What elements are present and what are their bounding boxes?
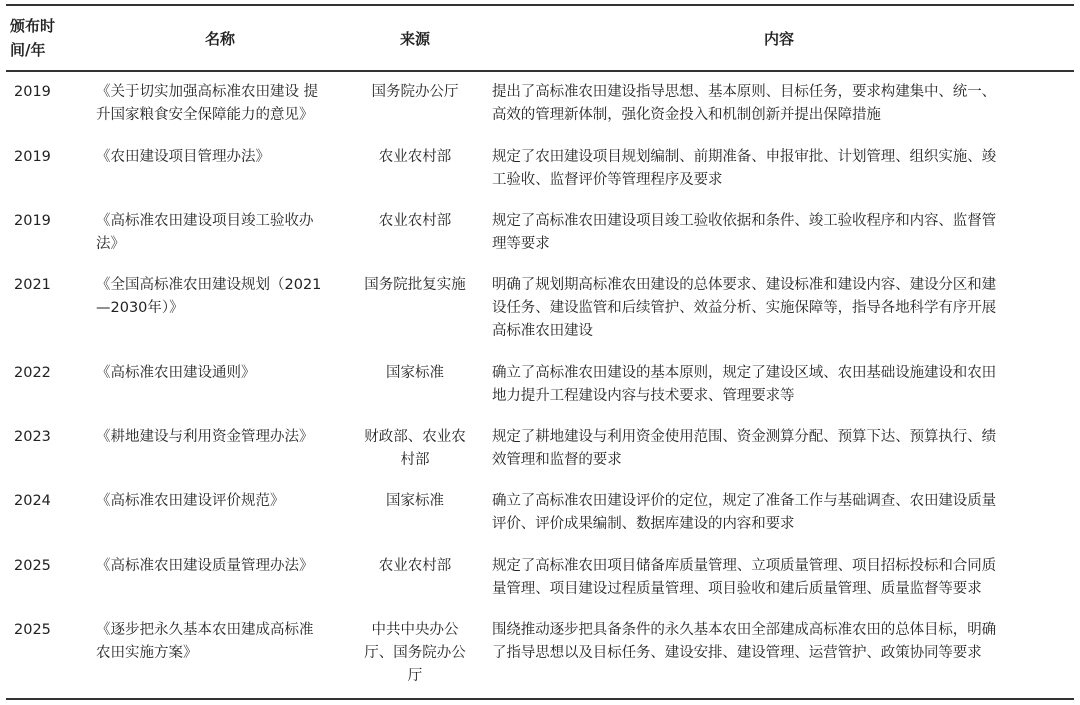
cell-source-line: 国务院办公厅 — [371, 84, 459, 100]
table-header-rule — [6, 70, 1074, 72]
cell-content — [492, 274, 1072, 343]
cell-source-line: 村部 — [400, 452, 430, 468]
cell-content-line: 确立了高标准农田建设评价的定位，规定了准备工作与基础调查、农田建设质量 — [492, 493, 996, 509]
cell-source-line: 国家标准 — [386, 365, 444, 381]
cell-source-line: 厅、国务院办公 — [364, 645, 466, 661]
cell-content — [492, 146, 1072, 192]
cell-content-line: 围绕推动逐步把具备条件的永久基本农田全部建成高标准农田的总体目标，明确 — [492, 622, 996, 638]
cell-name — [96, 274, 344, 320]
cell-content-line: 高标准农田建设 — [492, 323, 593, 339]
cell-content — [492, 555, 1072, 601]
cell-name-line: 《高标准农田建设评价规范》 — [96, 493, 285, 509]
table-bottom-rule — [6, 698, 1074, 700]
cell-content — [492, 362, 1072, 408]
cell-year-line: 2025 — [14, 558, 51, 574]
cell-name — [96, 210, 344, 256]
cell-year-line: 2023 — [14, 429, 51, 445]
cell-year — [14, 555, 74, 578]
cell-year-line: 2021 — [14, 277, 51, 293]
cell-name — [96, 426, 344, 449]
cell-name — [96, 490, 344, 513]
cell-name-line: 《耕地建设与利用资金管理办法》 — [96, 429, 314, 445]
cell-content-line: 确立了高标准农田建设的基本原则，规定了建设区域、农田基础设施建设和农田 — [492, 365, 996, 381]
cell-source-line: 国家标准 — [386, 493, 444, 509]
header-year-line2: 间/年 — [10, 41, 46, 59]
cell-content-line: 效管理和监督的要求 — [492, 452, 622, 468]
cell-year-line: 2022 — [14, 365, 51, 381]
cell-content-line: 了指导思想以及目标任务、建设安排、建设管理、运营管护、政策协同等要求 — [492, 645, 982, 661]
cell-source — [352, 426, 478, 472]
header-content: 内容 — [763, 29, 794, 48]
cell-source-line: 农业农村部 — [378, 213, 452, 229]
cell-name — [96, 555, 344, 578]
header-year — [10, 6, 70, 70]
cell-content-line: 评价、评价成果编制、数据库建设的内容和要求 — [492, 516, 795, 532]
cell-name — [96, 146, 344, 169]
cell-year — [14, 210, 74, 233]
cell-name-line: 《农田建设项目管理办法》 — [96, 149, 270, 165]
cell-year — [14, 274, 74, 297]
cell-name-line: 《逐步把永久基本农田建成高标准 — [96, 622, 314, 638]
cell-source-line: 厅 — [407, 668, 423, 684]
cell-name-line: 农田实施方案》 — [96, 645, 198, 661]
cell-year — [14, 81, 74, 104]
cell-content — [492, 210, 1072, 256]
cell-content — [492, 81, 1072, 127]
cell-content-line: 提出了高标准农田建设指导思想、基本原则、目标任务，要求构建集中、统一、 — [492, 84, 996, 100]
cell-source — [352, 619, 478, 688]
cell-year — [14, 490, 74, 513]
cell-year-line: 2025 — [14, 622, 51, 638]
cell-source-line: 中共中央办公 — [371, 622, 459, 638]
cell-name-line: 《高标准农田建设质量管理办法》 — [96, 558, 314, 574]
cell-content-line: 地力提升工程建设内容与技术要求、管理要求等 — [492, 388, 795, 404]
cell-source — [352, 210, 478, 233]
cell-content-line: 量管理、项目建设过程质量管理、项目验收和建后质量管理、质量监督等要求 — [492, 581, 982, 597]
cell-content-line: 规定了高标准农田建设项目竣工验收依据和条件、竣工验收程序和内容、监督管 — [492, 213, 996, 229]
cell-content-line: 明确了规划期高标准农田建设的总体要求、建设标准和建设内容、建设分区和建 — [492, 277, 996, 293]
header-name: 名称 — [204, 29, 235, 48]
cell-content — [492, 426, 1072, 472]
cell-source — [352, 362, 478, 385]
cell-content — [492, 619, 1072, 665]
cell-name — [96, 619, 344, 665]
cell-source — [352, 274, 478, 297]
cell-year — [14, 426, 74, 449]
cell-source-line: 农业农村部 — [378, 558, 452, 574]
cell-source-line: 国务院批复实施 — [364, 277, 466, 293]
cell-year-line: 2024 — [14, 493, 51, 509]
cell-content-line: 规定了高标准农田项目储备库质量管理、立项质量管理、项目招标投标和合同质 — [492, 558, 996, 574]
cell-year-line: 2019 — [14, 213, 51, 229]
cell-name-line: 《关于切实加强高标准农田建设 提 — [96, 84, 319, 100]
cell-source — [352, 81, 478, 104]
cell-name-line: 升国家粮食安全保障能力的意见》 — [96, 107, 314, 123]
cell-source — [352, 490, 478, 513]
cell-source-line: 财政部、农业农 — [364, 429, 466, 445]
cell-content-line: 规定了耕地建设与利用资金使用范围、资金测算分配、预算下达、预算执行、绩 — [492, 429, 996, 445]
cell-content-line: 规定了农田建设项目规划编制、前期准备、申报审批、计划管理、组织实施、竣 — [492, 149, 996, 165]
cell-name — [96, 362, 344, 385]
cell-content — [492, 490, 1072, 536]
cell-year-line: 2019 — [14, 84, 51, 100]
cell-content-line: 工验收、监督评价等管理程序及要求 — [492, 172, 723, 188]
cell-name-line: 《全国高标准农田建设规划（2021 — [96, 277, 322, 293]
header-source: 来源 — [399, 29, 430, 48]
cell-content-line: 理等要求 — [492, 236, 550, 252]
cell-year — [14, 619, 74, 642]
cell-year — [14, 146, 74, 169]
cell-source-line: 农业农村部 — [378, 149, 452, 165]
cell-source — [352, 146, 478, 169]
cell-name-line: 《高标准农田建设通则》 — [96, 365, 256, 381]
header-year-line1: 颁布时 — [10, 17, 56, 35]
cell-source — [352, 555, 478, 578]
cell-name-line: 《高标准农田建设项目竣工验收办 — [96, 213, 314, 229]
cell-year-line: 2019 — [14, 149, 51, 165]
cell-content-line: 高效的管理新体制，强化资金投入和机制创新并提出保障措施 — [492, 107, 881, 123]
cell-content-line: 设任务、建设监管和后续管护、效益分析、实施保障等，指导各地科学有序开展 — [492, 300, 996, 316]
cell-name-line: —2030年）》 — [96, 300, 184, 316]
cell-name — [96, 81, 344, 127]
cell-year — [14, 362, 74, 385]
cell-name-line: 法》 — [96, 236, 125, 252]
